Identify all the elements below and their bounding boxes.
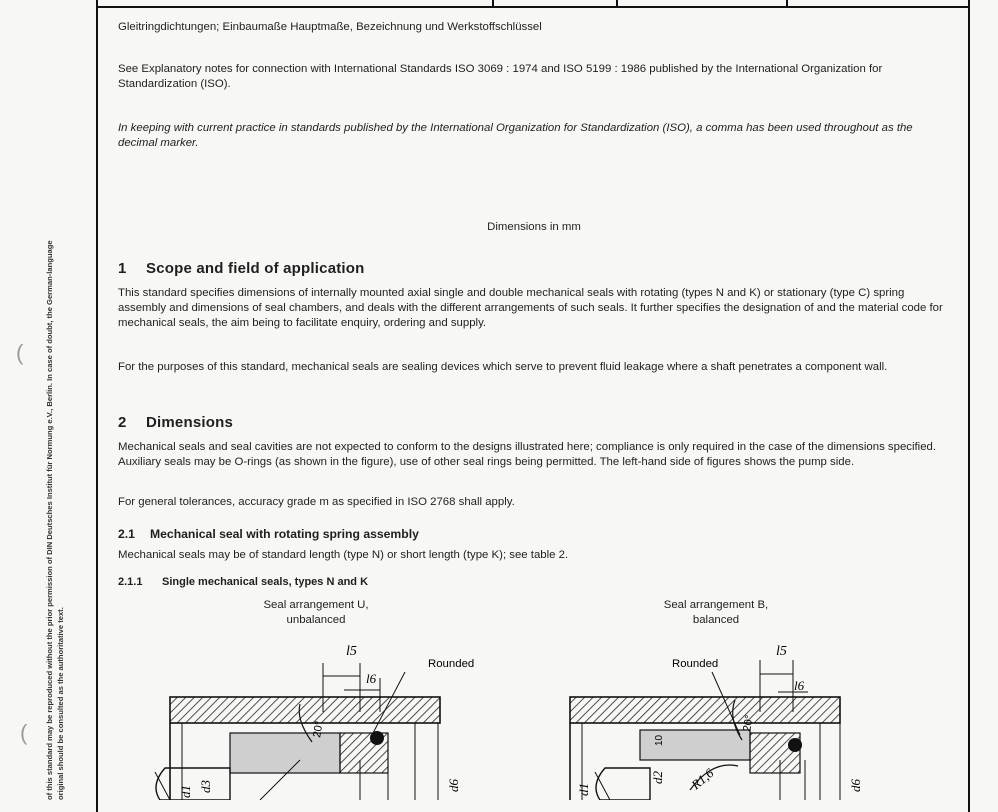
caption-line: unbalanced [286, 614, 346, 626]
right-d2-label: d2 [650, 771, 665, 784]
caption-line: Seal arrangement B, [663, 599, 769, 611]
caption-line: balanced [692, 614, 740, 626]
right-rounded-label: Rounded [672, 658, 719, 670]
section-2-paragraph-2: For general tolerances, accuracy grade m as specified in ISO 2768 shall apply. [118, 496, 515, 508]
left-d3-label: d3 [198, 780, 213, 793]
section-1-paragraph-2: For the purposes of this standard, mechanical seals are sealing devices which serve to prevent fluid leakage where a shaft penetrates a component wall. [118, 361, 888, 373]
section-title: Scope and field of application [146, 260, 365, 277]
section-title: Dimensions [146, 414, 234, 431]
section-2-paragraph-1: Mechanical seals and seal cavities are not expected to conform to the designs illustrated here; compliance is only required in the case of the dimensions specified. Auxiliary seals may be O-rings (as shown in the figure), use of other seal rings being permitted. The left-hand side of figures shows the pump side. [118, 441, 937, 468]
left-d6-label: d6 [446, 779, 461, 792]
margin-scribble: ( [16, 340, 24, 365]
right-l6-label: l6 [794, 678, 805, 693]
right-d1-label: d1 [576, 783, 591, 796]
left-l5-label: l5 [346, 644, 357, 659]
left-angle-label: 20° [311, 720, 326, 739]
copyright-side-note: of this standard may be reproduced without the prior permission of DIN Deutsches Institut für Normung e.V., Berlin. In case of doubt, the German-language original should be consulted as the authoritative text. [45, 240, 65, 800]
right-d6-label: d6 [848, 779, 863, 792]
dimensions-note: Dimensions in mm [487, 221, 581, 233]
section-number: 2.1.1 [118, 576, 143, 588]
left-l6-label: l6 [366, 671, 377, 686]
section-title: Single mechanical seals, types N and K [162, 576, 369, 588]
section-number: 2 [118, 414, 127, 431]
right-angle-label: 20° [741, 714, 756, 733]
section-2-1-paragraph: Mechanical seals may be of standard length (type N) or short length (type K); see table 2. [118, 549, 569, 561]
section-number: 1 [118, 260, 127, 277]
decimal-marker-note: In keeping with current practice in standards published by the International Organization for Standardization (ISO), a comma has been used throughout as the decimal marker. [118, 122, 913, 149]
right-length-label: 10 [654, 734, 665, 746]
margin-scribble: ( [20, 720, 28, 745]
explanatory-note: See Explanatory notes for connection with International Standards ISO 3069 : 1974 and ISO 5199 : 1986 published by the International Organization for Standardization (ISO). [118, 63, 883, 90]
section-title: Mechanical seal with rotating spring assembly [150, 527, 419, 541]
right-l5-label: l5 [776, 644, 787, 659]
right-radius-label: R1,6 [688, 765, 717, 793]
german-title: Gleitringdichtungen; Einbaumaße Hauptmaße, Bezeichnung und Werkstoffschlüssel [118, 21, 542, 33]
left-seal-drawing [155, 663, 440, 800]
left-d1-label: d1 [178, 785, 193, 798]
section-number: 2.1 [118, 527, 135, 541]
caption-line: Seal arrangement U, [263, 599, 369, 611]
section-1-paragraph-1: This standard specifies dimensions of internally mounted axial single and double mechanical seals with rotating (types N and K) or stationary (type C) spring assembly and dimensions of seal chambers, and deals with the different arrangements of such seals. It further specifies the designation of and the material code for mechanical seals, the aim being to facilitate enquiry, ordering and supply. [118, 287, 943, 329]
left-rounded-label: Rounded [428, 658, 475, 670]
